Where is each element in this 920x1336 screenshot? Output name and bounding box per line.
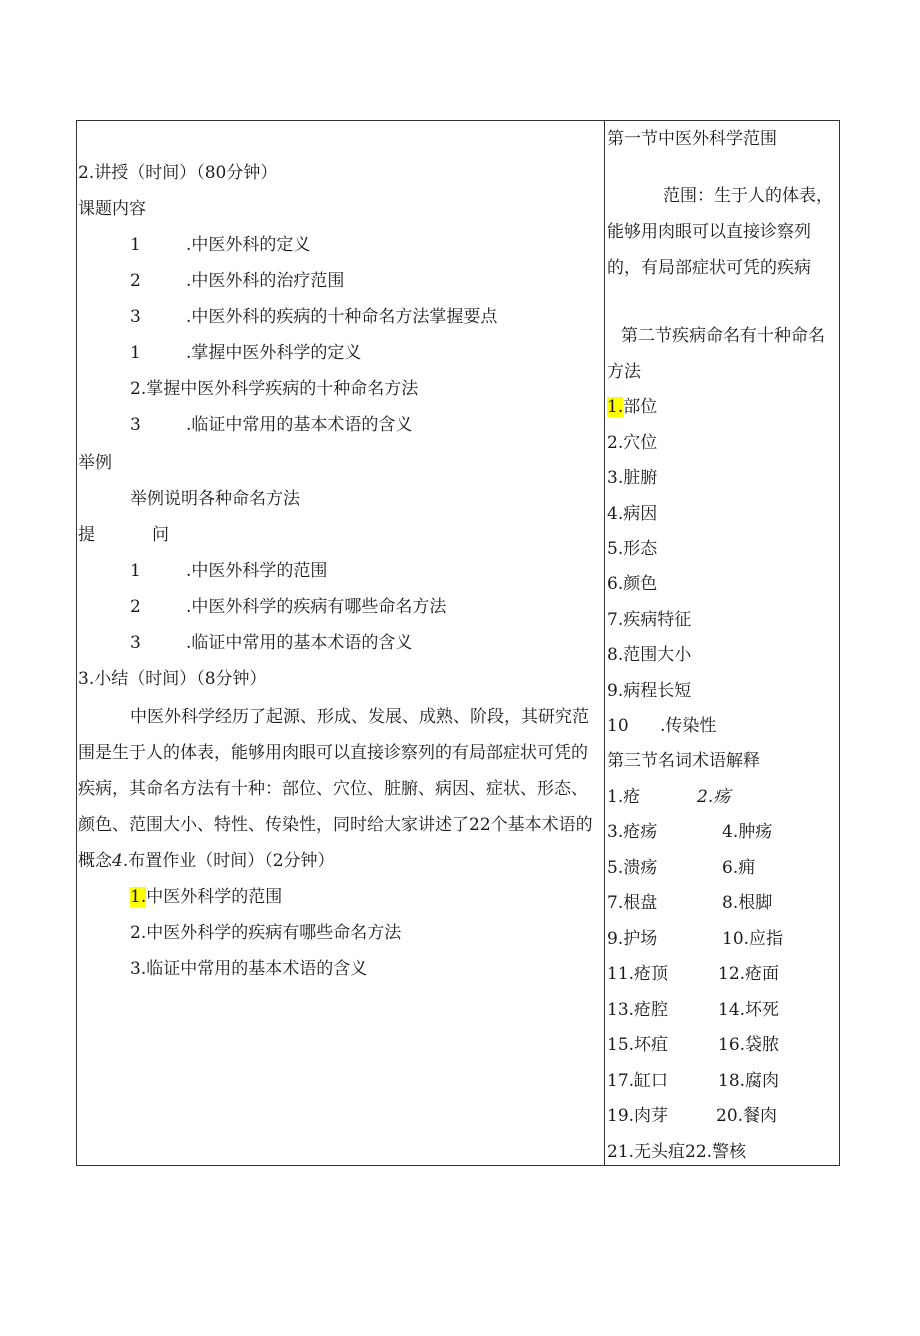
topic-3-num: 3 [130, 307, 141, 327]
naming-7: 7.疾病特征 [607, 610, 692, 630]
term-1: 1.疮 [607, 787, 641, 807]
example-label: 举例 [78, 453, 112, 473]
term-4: 4.肿疡 [722, 822, 773, 842]
term-14: 14.坏死 [718, 1000, 780, 1020]
homework-1-text: 中医外科学的范围 [146, 887, 283, 907]
question-1-text: .中医外科学的范围 [186, 561, 328, 581]
naming-2: 2.穴位 [607, 433, 658, 453]
lecture-heading: 2.讲授（时间）（80分钟） [78, 163, 278, 183]
section-2-title: 第二节疾病命名有十种命名方法 [607, 326, 825, 382]
term-9: 9.护场 [607, 929, 658, 949]
term-17: 17.缸口 [607, 1071, 669, 1091]
summary-text: 中医外科学经历了起源、形成、发展、成熟、阶段，其研究范围是生于人的体表，能够用肉眼可以直接诊察列的有局部症状可凭的疾病，其命名方法有十种：部位、穴位、脏腑、病因、症状、形态、颜色、范围大小、特性、传染性，同时给大家讲述了22个基本术语的概念 [78, 707, 593, 871]
question-3-num: 3 [130, 633, 141, 653]
naming-5: 5.形态 [607, 539, 658, 559]
question-2-text: .中医外科学的疾病有哪些命名方法 [186, 597, 447, 617]
naming-1-text: 部位 [623, 397, 658, 417]
naming-8: 8.范围大小 [607, 645, 692, 665]
naming-10-text: .传染性 [660, 716, 717, 736]
homework-1-num: 1. [130, 887, 147, 907]
term-12: 12.疮面 [718, 964, 780, 984]
term-3: 3.疮疡 [607, 822, 658, 842]
section-1-title: 第一节中医外科学范围 [607, 129, 777, 149]
key-point-1-num: 1 [130, 343, 141, 363]
homework-heading: 布置作业（时间）（2分钟） [128, 851, 335, 871]
term-15: 15.坏疽 [607, 1035, 669, 1055]
term-21-22: 21.无头疽22.警核 [607, 1142, 747, 1162]
homework-2: 2.中医外科学的疾病有哪些命名方法 [130, 923, 402, 943]
term-6: 6.痈 [722, 858, 756, 878]
question-label-a: 提 [78, 525, 95, 545]
naming-1-num: 1. [607, 397, 624, 417]
term-16: 16.袋脓 [718, 1035, 780, 1055]
homework-1 [130, 886, 282, 908]
topic-2-text: .中医外科的治疗范围 [186, 271, 345, 291]
section-3-title: 第三节名词术语解释 [607, 751, 760, 771]
summary-heading: 3.小结（时间）（8分钟） [78, 669, 267, 689]
naming-9: 9.病程长短 [607, 681, 692, 701]
homework-num: 4. [112, 851, 129, 871]
term-5: 5.溃疡 [607, 858, 658, 878]
naming-6: 6.颜色 [607, 574, 658, 594]
term-13: 13.疮腔 [607, 1000, 669, 1020]
key-point-1-text: .掌握中医外科学的定义 [186, 343, 362, 363]
naming-10-num: 10 [607, 716, 629, 736]
topic-label: 课题内容 [78, 199, 146, 219]
column-divider [604, 120, 605, 1166]
section-1-text: 范围：生于人的体表，能够用肉眼可以直接诊察列的，有局部症状可凭的疾病 [607, 186, 833, 278]
naming-4: 4.病因 [607, 504, 658, 524]
key-point-3-text: .临证中常用的基本术语的含义 [186, 415, 413, 435]
term-19: 19.肉芽 [607, 1106, 669, 1126]
topic-2-num: 2 [130, 271, 141, 291]
term-20: 20.餐肉 [716, 1106, 778, 1126]
topic-1-num: 1 [130, 235, 141, 255]
topic-3-text: .中医外科的疾病的十种命名方法掌握要点 [186, 307, 498, 327]
summary-paragraph [78, 699, 600, 879]
naming-1 [607, 396, 657, 418]
term-11: 11.疮顶 [607, 964, 669, 984]
key-point-2: 2.掌握中医外科学疾病的十种命名方法 [130, 379, 419, 399]
topic-1-text: .中医外科的定义 [186, 235, 311, 255]
question-2-num: 2 [130, 597, 141, 617]
question-1-num: 1 [130, 561, 141, 581]
example-text: 举例说明各种命名方法 [130, 489, 300, 509]
naming-3: 3.脏腑 [607, 468, 658, 488]
term-8: 8.根脚 [722, 893, 773, 913]
term-18: 18.腐肉 [718, 1071, 780, 1091]
question-label-b: 问 [152, 525, 169, 545]
homework-3: 3.临证中常用的基本术语的含义 [130, 959, 368, 979]
term-7: 7.根盘 [607, 893, 658, 913]
term-10: 10.应指 [722, 929, 784, 949]
key-point-3-num: 3 [130, 415, 141, 435]
question-3-text: .临证中常用的基本术语的含义 [186, 633, 413, 653]
term-2: 2.疡 [697, 787, 731, 807]
